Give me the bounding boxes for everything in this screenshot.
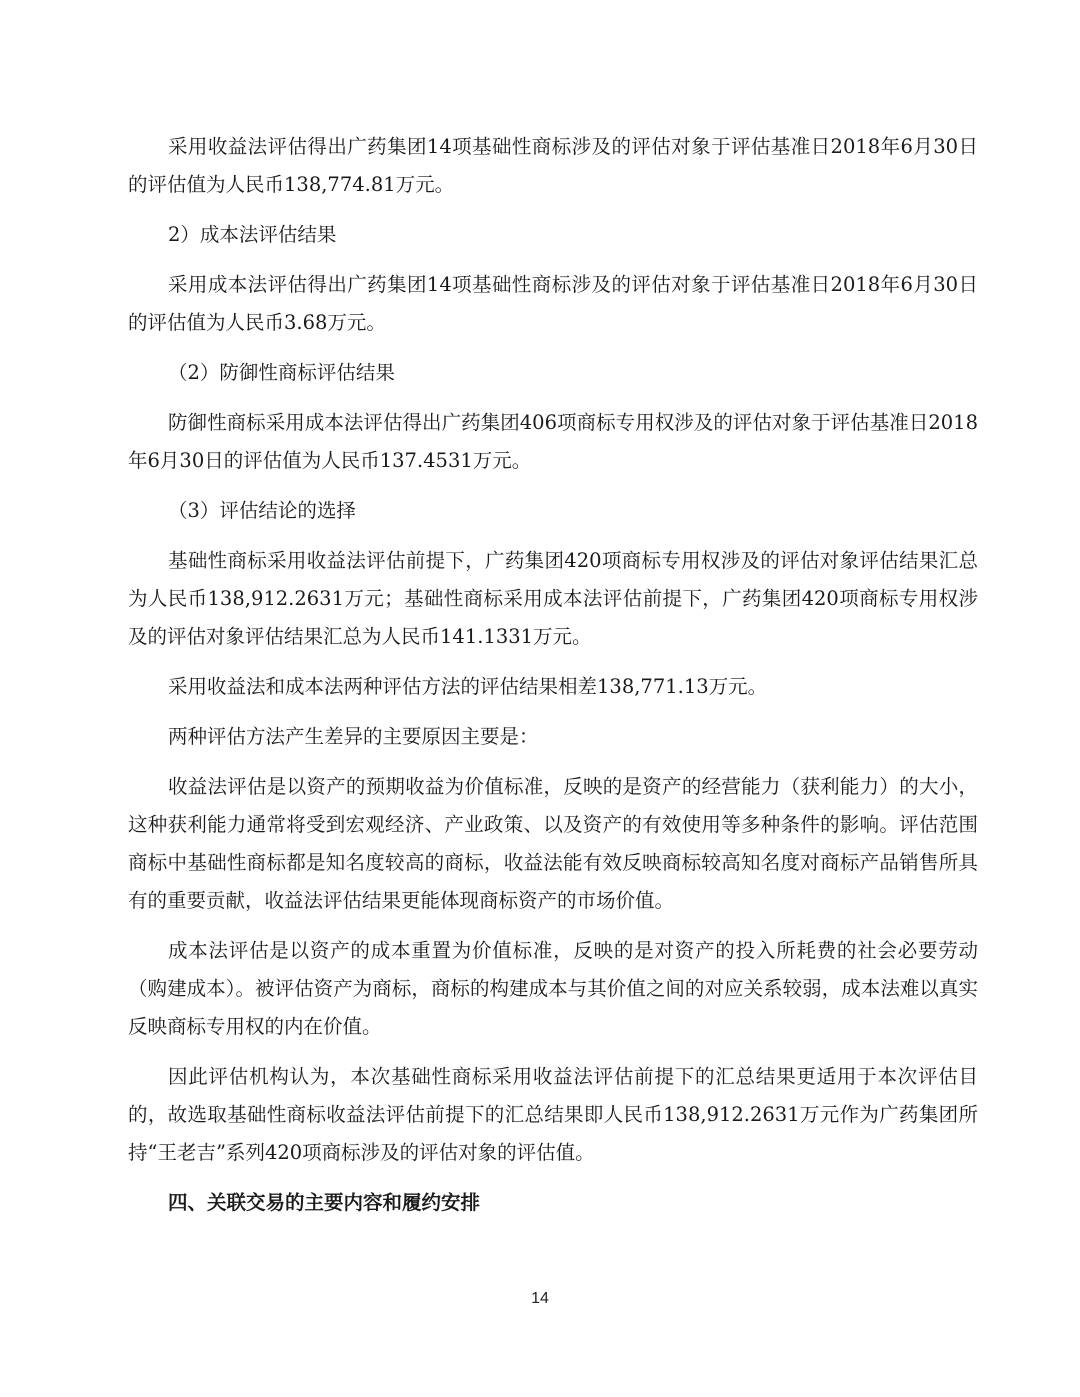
paragraph-final-conclusion: 因此评估机构认为，本次基础性商标采用收益法评估前提下的汇总结果更适用于本次评估目的，故选取基础性商标收益法评估前提下的汇总结果即人民币138,912.2631万元作为广药集团所持“王老吉”系列420项商标涉及的评估对象的评估值。 xyxy=(128,1065,978,1164)
heading-defensive-trademark-result: （2）防御性商标评估结果 xyxy=(168,361,395,384)
page-number: 14 xyxy=(531,1290,549,1307)
paragraph-income-method-explanation: 收益法评估是以资产的预期收益为价值标准，反映的是资产的经营能力（获利能力）的大小，这种获利能力通常将受到宏观经济、产业政策、以及资产的有效使用等多种条件的影响。评估范围商标中基础性商标都是知名度较高的商标，收益法能有效反映商标较高知名度对商标产品销售所具有的重要贡献，收益法评估结果更能体现商标资产的市场价值。 xyxy=(128,775,978,912)
section-title-related-transaction: 四、关联交易的主要内容和履约安排 xyxy=(168,1191,481,1214)
heading-conclusion-selection: （3）评估结论的选择 xyxy=(168,499,356,522)
paragraph-cost-method-explanation: 成本法评估是以资产的成本重置为价值标准，反映的是对资产的投入所耗费的社会必要劳动（购建成本）。被评估资产为商标，商标的构建成本与其价值之间的对应关系较弱，成本法难以真实反映商标专用权的内在价值。 xyxy=(128,939,978,1038)
paragraph-difference-reasons-intro: 两种评估方法产生差异的主要原因主要是： xyxy=(168,725,539,748)
paragraph-income-method-result: 采用收益法评估得出广药集团14项基础性商标涉及的评估对象于评估基准日2018年6月30日的评估值为人民币138,774.81万元。 xyxy=(128,135,978,196)
paragraph-difference: 采用收益法和成本法两种评估方法的评估结果相差138,771.13万元。 xyxy=(168,675,768,698)
heading-cost-method-result: 2）成本法评估结果 xyxy=(168,223,337,246)
paragraph-summary-results: 基础性商标采用收益法评估前提下，广药集团420项商标专用权涉及的评估对象评估结果汇总为人民币138,912.2631万元；基础性商标采用成本法评估前提下，广药集团420项商标专用权涉及的评估对象评估结果汇总为人民币141.1331万元。 xyxy=(128,549,978,648)
paragraph-defensive-trademark-result: 防御性商标采用成本法评估得出广药集团406项商标专用权涉及的评估对象于评估基准日2018年6月30日的评估值为人民币137.4531万元。 xyxy=(128,411,978,472)
paragraph-cost-method-result: 采用成本法评估得出广药集团14项基础性商标涉及的评估对象于评估基准日2018年6月30日的评估值为人民币3.68万元。 xyxy=(128,273,978,334)
document-body xyxy=(128,128,978,1222)
